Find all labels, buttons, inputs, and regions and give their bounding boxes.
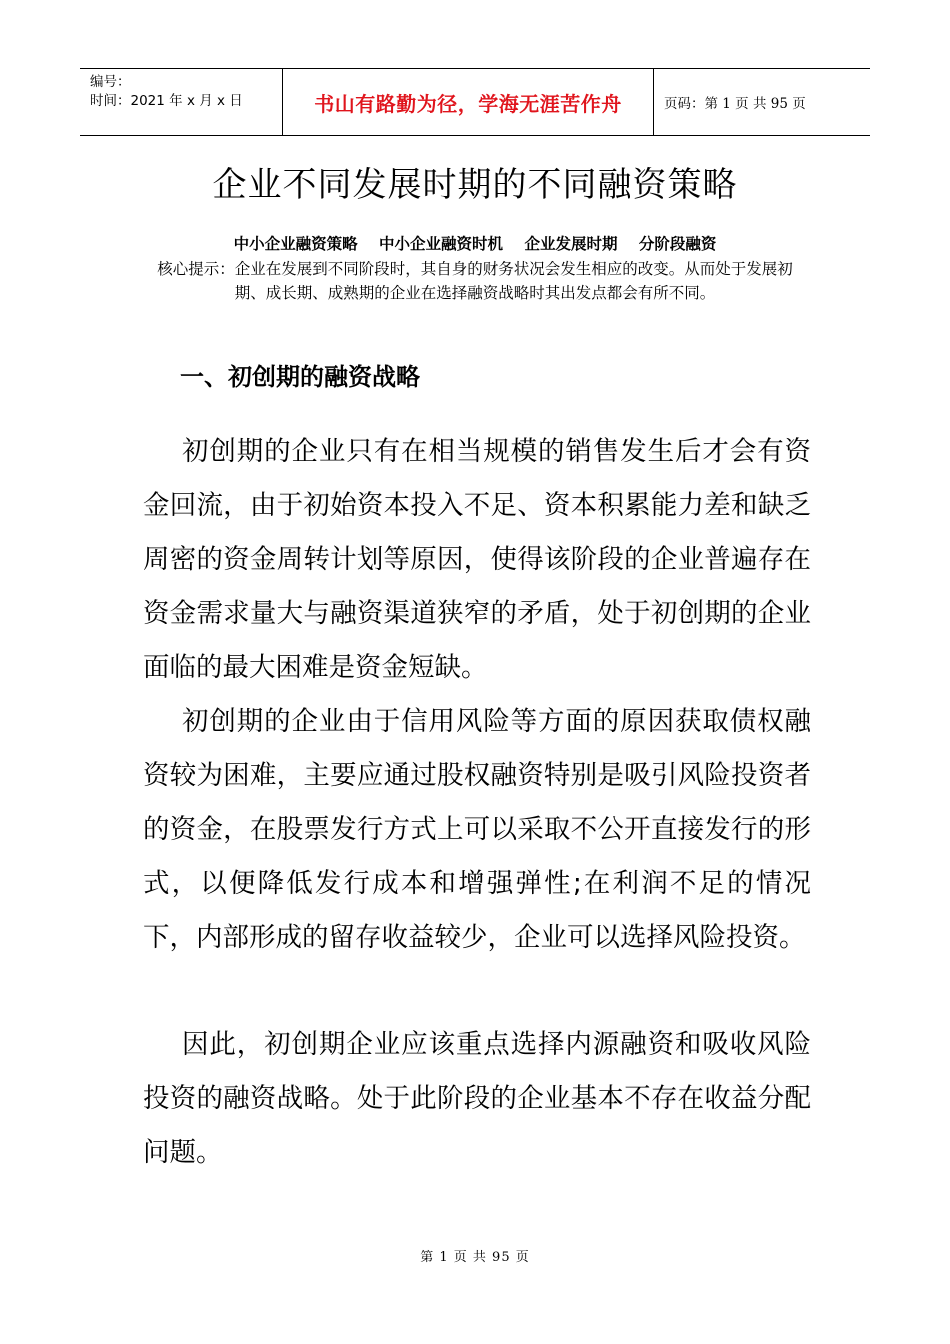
page-header	[80, 68, 870, 136]
time-label: 时间：2021 年 x 月 x 日	[90, 93, 243, 109]
keyword: 企业发展时期	[524, 234, 618, 253]
keyword: 中小企业融资策略	[233, 234, 358, 253]
document-title: 企业不同发展时期的不同融资策略	[212, 165, 738, 205]
header-motto-cell	[282, 69, 654, 135]
keyword: 分阶段融资	[638, 234, 717, 253]
keyword: 中小企业融资时机	[379, 234, 504, 253]
keywords-line	[0, 233, 950, 255]
header-page-info	[654, 69, 870, 135]
body-paragraph: 初创期的企业只有在相当规模的销售发生后才会有资金回流，由于初始资本投入不足、资本积累能力差和缺乏周密的资金周转计划等原因，使得该阶段的企业普遍存在资金需求量大与融资渠道狭窄的矛盾，处于初创期的企业面临的最大困难是资金短缺。	[143, 436, 811, 683]
header-meta	[80, 69, 282, 135]
page-info-text: 页码：第 1 页 共 95 页	[664, 96, 806, 112]
summary-text: 核心提示：企业在发展到不同阶段时，其自身的财务状况会发生相应的改变。从而处于发展初期、成长期、成熟期的企业在选择融资战略时其出发点都会有所不同。	[157, 260, 793, 302]
section-heading: 一、初创期的融资战略	[180, 363, 420, 391]
page-footer: 第 1 页 共 95 页	[420, 1250, 530, 1265]
number-label: 编号：	[90, 74, 131, 90]
body-paragraph: 初创期的企业由于信用风险等方面的原因获取债权融资较为困难，主要应通过股权融资特别是吸引风险投资者的资金，在股票发行方式上可以采取不公开直接发行的形式，以便降低发行成本和增强弹性;在利润不足的情况下，内部形成的留存收益较少，企业可以选择风险投资。	[143, 706, 811, 953]
body-paragraph: 因此，初创期企业应该重点选择内源融资和吸收风险投资的融资战略。处于此阶段的企业基本不存在收益分配问题。	[143, 1029, 811, 1168]
motto-text: 书山有路勤为径，学海无涯苦作舟	[314, 91, 622, 116]
